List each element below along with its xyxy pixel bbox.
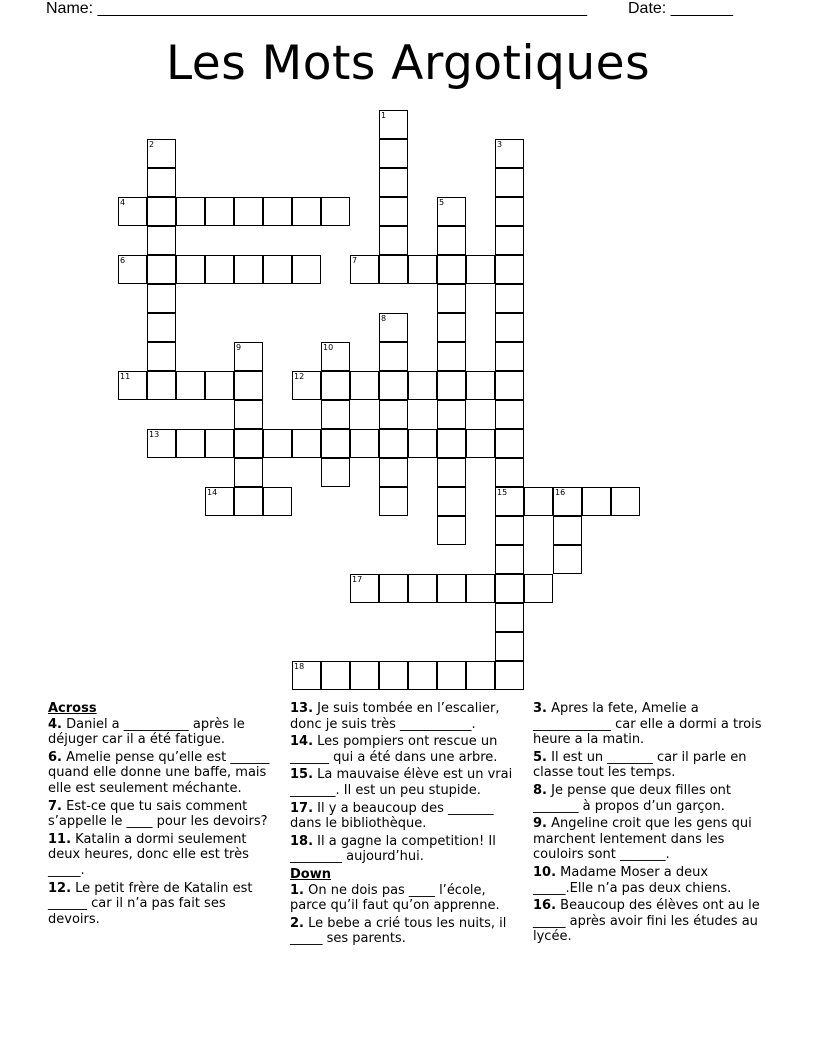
grid-cell[interactable] [379, 458, 408, 487]
clue-text: La mauvaise élève est un vrai _______. Il est un peu stupide. [290, 767, 513, 798]
grid-cell[interactable] [379, 342, 408, 371]
grid-cell[interactable] [466, 574, 495, 603]
grid-cell[interactable] [437, 574, 466, 603]
grid-cell[interactable] [495, 255, 524, 284]
clue-down-8 [533, 783, 769, 814]
cell-number-17: 17 [352, 575, 363, 584]
clue-number: 9. [533, 816, 547, 832]
clue-number: 4. [48, 716, 62, 732]
across-heading: Across [48, 701, 97, 716]
grid-cell[interactable] [553, 545, 582, 574]
grid-cell[interactable] [176, 197, 205, 226]
grid-cell[interactable] [437, 284, 466, 313]
grid-cell[interactable] [350, 661, 379, 690]
clue-down-1 [290, 883, 522, 914]
grid-cell[interactable] [234, 371, 263, 400]
clue-across-17 [290, 801, 522, 832]
grid-cell[interactable] [466, 255, 495, 284]
grid-cell[interactable] [350, 429, 379, 458]
clue-across-11 [48, 832, 274, 879]
clue-text: Il y a beaucoup des _______ dans le bibliothèque. [290, 800, 494, 832]
clue-number: 8. [533, 782, 547, 798]
clue-text: Est-ce que tu sais comment s’appelle le ____ pour les devoirs? [48, 798, 268, 830]
grid-cell[interactable] [466, 661, 495, 690]
grid-cell[interactable] [147, 197, 176, 226]
clue-number: 11. [48, 831, 72, 847]
clue-number: 13. [290, 701, 314, 716]
clue-across-13 [290, 701, 522, 732]
grid-cell[interactable] [147, 255, 176, 284]
grid-cell[interactable] [147, 342, 176, 371]
grid-cell[interactable] [437, 516, 466, 545]
grid-cell[interactable] [495, 284, 524, 313]
grid-cell[interactable] [176, 255, 205, 284]
grid-cell[interactable] [495, 603, 524, 632]
grid-cell[interactable] [321, 371, 350, 400]
grid-cell[interactable] [611, 487, 640, 516]
grid-cell[interactable] [147, 168, 176, 197]
grid-cell[interactable] [408, 574, 437, 603]
cell-number-9: 9 [236, 343, 242, 352]
clue-down-10 [533, 865, 769, 896]
grid-cell[interactable] [524, 487, 553, 516]
grid-cell[interactable] [263, 429, 292, 458]
cell-number-2: 2 [149, 140, 155, 149]
cell-number-18: 18 [294, 662, 305, 671]
clue-text: Il est un _______ car il parle en classe tout les temps. [533, 749, 747, 781]
clue-down-5 [533, 750, 769, 781]
grid-cell[interactable] [408, 661, 437, 690]
clue-column-3 [533, 701, 769, 947]
grid-cell[interactable] [495, 371, 524, 400]
down-heading: Down [290, 866, 331, 882]
clue-across-4 [48, 717, 274, 748]
grid-cell[interactable] [437, 226, 466, 255]
grid-cell[interactable] [495, 342, 524, 371]
clue-text: Le petit frère de Katalin est ______ car il n’a pas fait ses devoirs. [48, 880, 253, 927]
page-title: Les Mots Argotiques [165, 36, 651, 91]
grid-cell[interactable] [379, 139, 408, 168]
grid-cell[interactable] [292, 197, 321, 226]
grid-cell[interactable] [437, 342, 466, 371]
grid-cell[interactable] [379, 429, 408, 458]
cell-number-10: 10 [323, 343, 334, 352]
grid-cell[interactable] [379, 487, 408, 516]
grid-cell[interactable] [379, 400, 408, 429]
grid-cell[interactable] [495, 313, 524, 342]
cell-number-6: 6 [120, 256, 126, 265]
clue-column-2 [290, 701, 522, 949]
grid-cell[interactable] [234, 400, 263, 429]
grid-cell[interactable] [263, 255, 292, 284]
grid-cell[interactable] [495, 458, 524, 487]
clue-text: Je pense que deux filles ont _______ à propos d’un garçon. [533, 782, 732, 814]
grid-cell[interactable] [176, 371, 205, 400]
grid-cell[interactable] [321, 458, 350, 487]
grid-cell[interactable] [495, 197, 524, 226]
grid-cell[interactable] [147, 313, 176, 342]
clue-across-15 [290, 767, 522, 798]
grid-cell[interactable] [582, 487, 611, 516]
grid-cell[interactable] [147, 371, 176, 400]
clue-text: Madame Moser a deux _____.Elle n’a pas deux chiens. [533, 864, 732, 896]
grid-cell[interactable] [379, 226, 408, 255]
clue-across-14 [290, 734, 522, 765]
grid-cell[interactable] [321, 197, 350, 226]
grid-cell[interactable] [321, 429, 350, 458]
clue-down-9 [533, 816, 769, 863]
grid-cell[interactable] [437, 661, 466, 690]
grid-cell[interactable] [205, 371, 234, 400]
grid-cell[interactable] [292, 429, 321, 458]
grid-cell[interactable] [234, 197, 263, 226]
cell-number-14: 14 [207, 488, 218, 497]
clue-text: Je suis tombée en l’escalier, donc je suis très ___________. [290, 701, 500, 732]
clue-text: Daniel a __________ après le déjuger car il a été fatigue. [48, 716, 245, 748]
cell-number-16: 16 [555, 488, 566, 497]
grid-cell[interactable] [205, 197, 234, 226]
cell-number-3: 3 [497, 140, 503, 149]
clue-across-18 [290, 834, 522, 865]
grid-cell[interactable] [495, 429, 524, 458]
grid-cell[interactable] [495, 574, 524, 603]
clue-number: 5. [533, 749, 547, 765]
clue-text: Katalin a dormi seulement deux heures, donc elle est très _____. [48, 831, 249, 878]
clue-number: 16. [533, 898, 557, 914]
clue-number: 2. [290, 915, 304, 931]
clue-number: 14. [290, 734, 314, 750]
clue-text: On ne dois pas ____ l’école, parce qu’il faut qu’on apprenne. [290, 882, 500, 914]
clue-down-3 [533, 701, 769, 748]
cell-number-8: 8 [381, 314, 387, 323]
clue-text: Le bebe a crié tous les nuits, il _____ ses parents. [290, 915, 507, 947]
grid-cell[interactable] [495, 632, 524, 661]
grid-cell[interactable] [495, 545, 524, 574]
clue-text: Beaucoup des élèves ont au le _____ après avoir fini les études au lycée. [533, 898, 760, 945]
grid-cell[interactable] [524, 574, 553, 603]
clue-text: Apres la fete, Amelie a ____________ car elle a dormi a trois heure a la matin. [533, 701, 762, 748]
grid-cell[interactable] [147, 226, 176, 255]
grid-cell[interactable] [466, 429, 495, 458]
cell-number-15: 15 [497, 488, 508, 497]
grid-cell[interactable] [466, 371, 495, 400]
clue-number: 10. [533, 864, 557, 880]
grid-cell[interactable] [495, 168, 524, 197]
clue-number: 18. [290, 833, 314, 849]
grid-cell[interactable] [321, 661, 350, 690]
grid-cell[interactable] [350, 371, 379, 400]
clue-across-7 [48, 799, 274, 830]
grid-cell[interactable] [379, 255, 408, 284]
clue-number: 7. [48, 798, 62, 814]
clue-column-1 [48, 701, 274, 929]
grid-cell[interactable] [234, 487, 263, 516]
cell-number-13: 13 [149, 430, 160, 439]
grid-cell[interactable] [379, 197, 408, 226]
grid-cell[interactable] [292, 255, 321, 284]
grid-cell[interactable] [437, 429, 466, 458]
grid-cell[interactable] [205, 255, 234, 284]
clue-text: Il a gagne la competition! Il ________ aujourd’hui. [290, 833, 496, 865]
grid-cell[interactable] [495, 516, 524, 545]
cell-number-12: 12 [294, 372, 305, 381]
grid-cell[interactable] [408, 255, 437, 284]
clue-number: 3. [533, 701, 547, 716]
clue-number: 17. [290, 800, 314, 816]
clue-across-12 [48, 881, 274, 928]
clue-text: Les pompiers ont rescue un ______ qui a été dans une arbre. [290, 734, 498, 765]
grid-cell[interactable] [263, 197, 292, 226]
cell-number-1: 1 [381, 111, 387, 120]
name-line: Name: _______________________________________________________ [46, 0, 587, 17]
grid-cell[interactable] [147, 284, 176, 313]
clue-number: 15. [290, 767, 314, 783]
grid-cell[interactable] [379, 371, 408, 400]
grid-cell[interactable] [234, 429, 263, 458]
clue-across-6 [48, 750, 274, 797]
date-line: Date: _______ [628, 0, 733, 17]
grid-cell[interactable] [379, 574, 408, 603]
grid-cell[interactable] [437, 400, 466, 429]
grid-cell[interactable] [437, 255, 466, 284]
grid-cell[interactable] [408, 429, 437, 458]
grid-cell[interactable] [437, 458, 466, 487]
grid-cell[interactable] [437, 487, 466, 516]
grid-cell[interactable] [437, 313, 466, 342]
cell-number-11: 11 [120, 372, 131, 381]
cell-number-7: 7 [352, 256, 358, 265]
clue-number: 6. [48, 749, 62, 765]
grid-cell[interactable] [495, 661, 524, 690]
grid-cell[interactable] [234, 255, 263, 284]
clue-text: Amelie pense qu’elle est ______ quand elle donne une baffe, mais elle est seulement méchante. [48, 749, 270, 796]
grid-cell[interactable] [379, 661, 408, 690]
grid-cell[interactable] [263, 487, 292, 516]
cell-number-5: 5 [439, 198, 445, 207]
grid-cell[interactable] [321, 400, 350, 429]
cell-number-4: 4 [120, 198, 126, 207]
clue-text: Angeline croit que les gens qui marchent lentement dans les couloirs sont _______. [533, 816, 752, 863]
grid-cell[interactable] [495, 226, 524, 255]
clue-number: 12. [48, 880, 72, 896]
grid-cell[interactable] [437, 371, 466, 400]
grid-cell[interactable] [408, 371, 437, 400]
clue-down-16 [533, 898, 769, 945]
grid-cell[interactable] [176, 429, 205, 458]
grid-cell[interactable] [553, 516, 582, 545]
clue-number: 1. [290, 882, 304, 898]
grid-cell[interactable] [205, 429, 234, 458]
grid-cell[interactable] [234, 458, 263, 487]
grid-cell[interactable] [379, 168, 408, 197]
clue-down-2 [290, 916, 522, 947]
grid-cell[interactable] [495, 400, 524, 429]
